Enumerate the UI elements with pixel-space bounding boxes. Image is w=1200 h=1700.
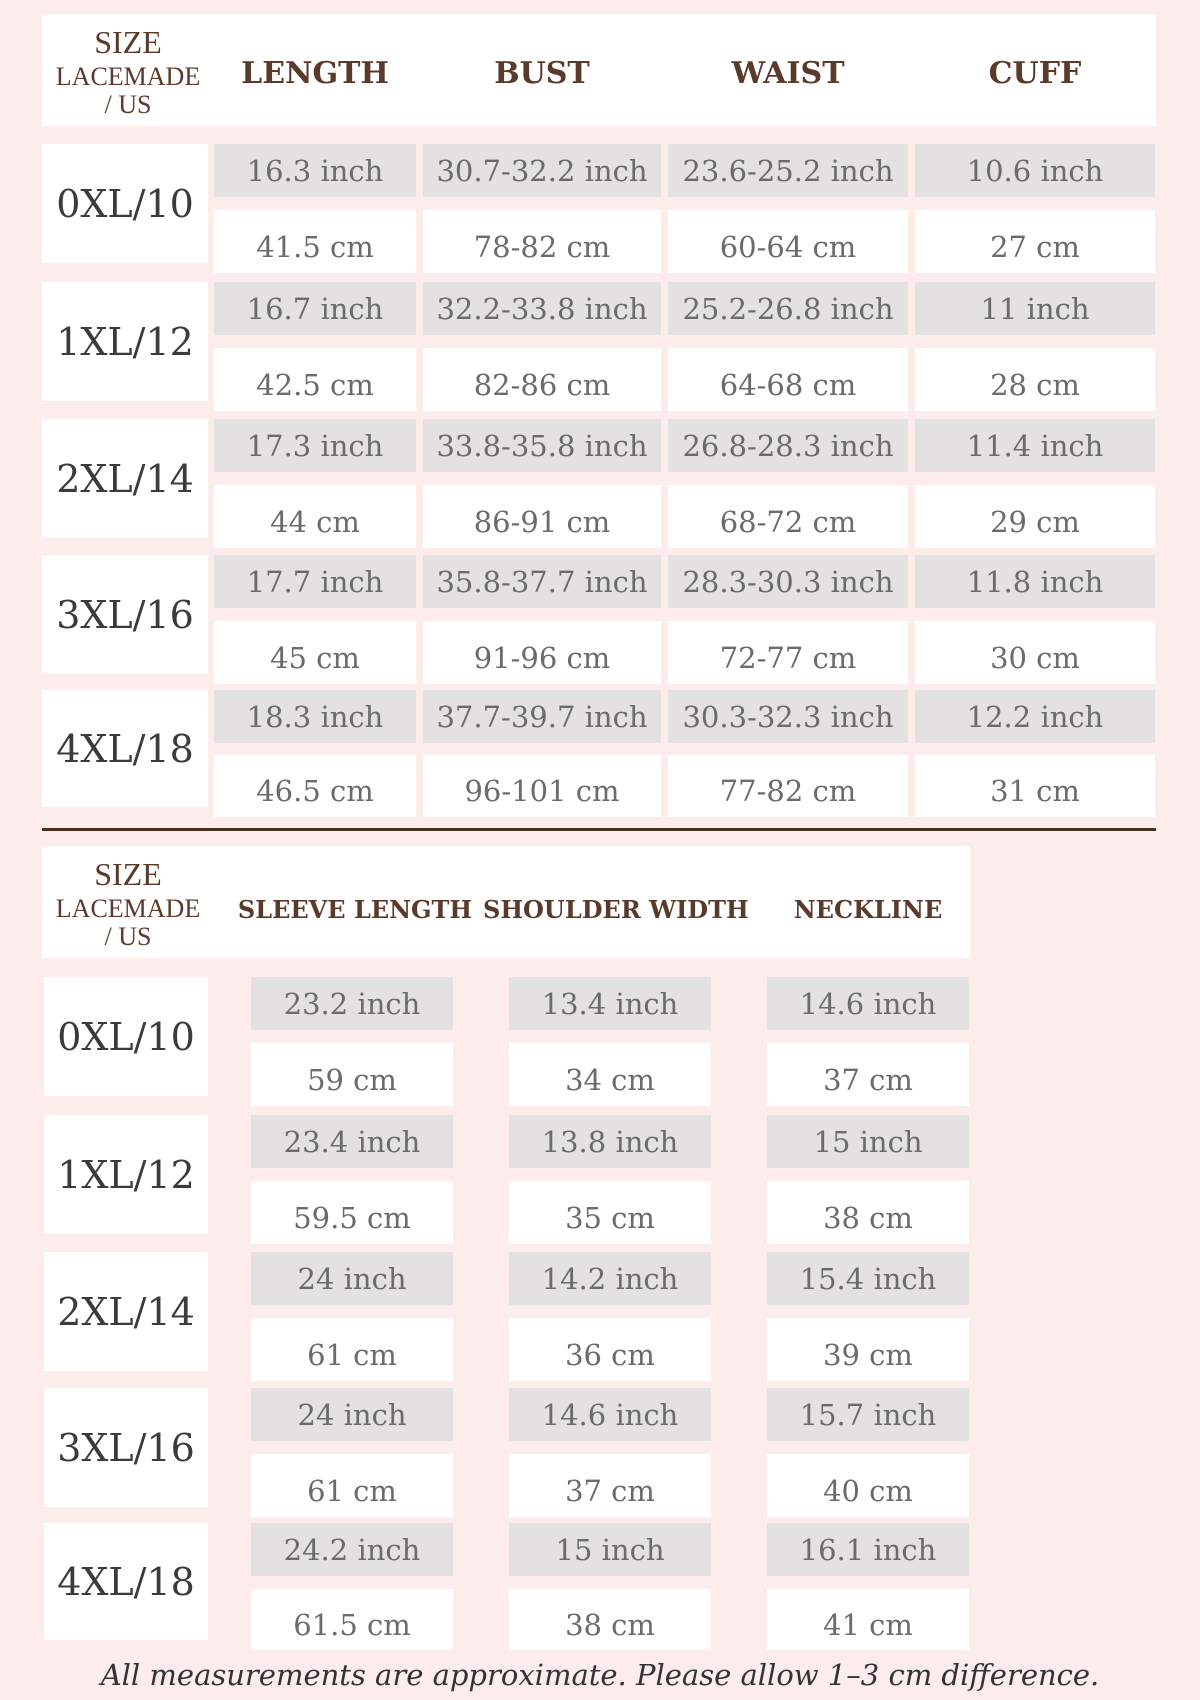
neckline-inch-cell: 15 inch [767,1115,969,1168]
column-header-cuff: CUFF [988,56,1082,91]
length-cm-cell: 41.5 cm [214,210,416,273]
size-label: 3XL/16 [42,555,208,674]
waist-cm-cell: 68-72 cm [668,485,908,548]
neckline-cm-cell: 37 cm [767,1043,969,1106]
neckline-inch-cell: 15.4 inch [767,1252,969,1305]
column-header-sleeve-length: SLEEVE LENGTH [237,895,473,924]
sleeve-length-cm-cell: 61 cm [251,1318,453,1381]
size-label: 0XL/10 [42,144,208,263]
table1-size-header [42,26,214,118]
size-label: 2XL/14 [44,1252,208,1371]
size-label: 3XL/16 [44,1388,208,1507]
cuff-inch-cell: 11.4 inch [915,419,1155,472]
cuff-cm-cell: 28 cm [915,348,1155,411]
bust-cm-cell: 82-86 cm [423,348,661,411]
shoulder-width-cm-cell: 36 cm [509,1318,711,1381]
column-header-length: LENGTH [241,56,389,91]
size-label: 1XL/12 [44,1115,208,1234]
waist-inch-cell: 30.3-32.3 inch [668,690,908,743]
size-label: 0XL/10 [44,977,208,1096]
sleeve-length-cm-cell: 61.5 cm [251,1589,453,1650]
column-header-waist: WAIST [731,56,845,91]
cuff-cm-cell: 31 cm [915,755,1155,817]
neckline-cm-cell: 38 cm [767,1181,969,1244]
shoulder-width-inch-cell: 13.8 inch [509,1115,711,1168]
size-header-line1: SIZE [94,24,162,60]
shoulder-width-cm-cell: 34 cm [509,1043,711,1106]
neckline-cm-cell: 39 cm [767,1318,969,1381]
table2-size-header [42,858,214,950]
length-inch-cell: 16.7 inch [214,282,416,335]
cuff-cm-cell: 27 cm [915,210,1155,273]
size-header-line2: LACEMADE [55,62,201,91]
waist-cm-cell: 77-82 cm [668,755,908,817]
sleeve-length-cm-cell: 59 cm [251,1043,453,1106]
column-header-shoulder-width: SHOULDER WIDTH [483,895,749,924]
shoulder-width-cm-cell: 38 cm [509,1589,711,1650]
disclaimer-footnote: All measurements are approximate. Please allow 1–3 cm difference. [100,1658,1100,1692]
length-cm-cell: 45 cm [214,621,416,684]
waist-inch-cell: 23.6-25.2 inch [668,144,908,197]
size-label: 4XL/18 [44,1523,208,1640]
cuff-inch-cell: 12.2 inch [915,690,1155,743]
shoulder-width-inch-cell: 15 inch [509,1523,711,1576]
shoulder-width-inch-cell: 14.6 inch [509,1388,711,1441]
neckline-inch-cell: 15.7 inch [767,1388,969,1441]
size-label: 4XL/18 [42,690,208,807]
waist-inch-cell: 25.2-26.8 inch [668,282,908,335]
sleeve-length-cm-cell: 59.5 cm [251,1181,453,1244]
sleeve-length-inch-cell: 23.2 inch [251,977,453,1030]
length-cm-cell: 44 cm [214,485,416,548]
column-header-bust: BUST [494,56,590,91]
neckline-inch-cell: 16.1 inch [767,1523,969,1576]
sleeve-length-inch-cell: 24.2 inch [251,1523,453,1576]
sleeve-length-inch-cell: 24 inch [251,1252,453,1305]
sleeve-length-inch-cell: 24 inch [251,1388,453,1441]
cuff-cm-cell: 29 cm [915,485,1155,548]
bust-inch-cell: 30.7-32.2 inch [423,144,661,197]
length-inch-cell: 17.3 inch [214,419,416,472]
cuff-inch-cell: 11 inch [915,282,1155,335]
length-cm-cell: 42.5 cm [214,348,416,411]
length-inch-cell: 17.7 inch [214,555,416,608]
neckline-cm-cell: 41 cm [767,1589,969,1650]
shoulder-width-cm-cell: 37 cm [509,1454,711,1517]
sleeve-length-cm-cell: 61 cm [251,1454,453,1517]
size-header-line1: SIZE [94,856,162,892]
bust-cm-cell: 91-96 cm [423,621,661,684]
neckline-inch-cell: 14.6 inch [767,977,969,1030]
bust-inch-cell: 32.2-33.8 inch [423,282,661,335]
shoulder-width-inch-cell: 14.2 inch [509,1252,711,1305]
size-label: 1XL/12 [42,282,208,401]
bust-cm-cell: 78-82 cm [423,210,661,273]
waist-cm-cell: 64-68 cm [668,348,908,411]
shoulder-width-inch-cell: 13.4 inch [509,977,711,1030]
waist-cm-cell: 60-64 cm [668,210,908,273]
length-inch-cell: 18.3 inch [214,690,416,743]
length-inch-cell: 16.3 inch [214,144,416,197]
bust-cm-cell: 96-101 cm [423,755,661,817]
bust-cm-cell: 86-91 cm [423,485,661,548]
waist-inch-cell: 26.8-28.3 inch [668,419,908,472]
shoulder-width-cm-cell: 35 cm [509,1181,711,1244]
bust-inch-cell: 35.8-37.7 inch [423,555,661,608]
size-header-line3: / US [104,922,152,951]
waist-inch-cell: 28.3-30.3 inch [668,555,908,608]
column-header-neckline: NECKLINE [793,895,943,924]
sleeve-length-inch-cell: 23.4 inch [251,1115,453,1168]
cuff-inch-cell: 10.6 inch [915,144,1155,197]
waist-cm-cell: 72-77 cm [668,621,908,684]
cuff-cm-cell: 30 cm [915,621,1155,684]
size-header-line3: / US [104,90,152,119]
cuff-inch-cell: 11.8 inch [915,555,1155,608]
bust-inch-cell: 33.8-35.8 inch [423,419,661,472]
section-divider [42,828,1156,831]
size-label: 2XL/14 [42,419,208,538]
bust-inch-cell: 37.7-39.7 inch [423,690,661,743]
neckline-cm-cell: 40 cm [767,1454,969,1517]
size-header-line2: LACEMADE [55,894,201,923]
length-cm-cell: 46.5 cm [214,755,416,817]
